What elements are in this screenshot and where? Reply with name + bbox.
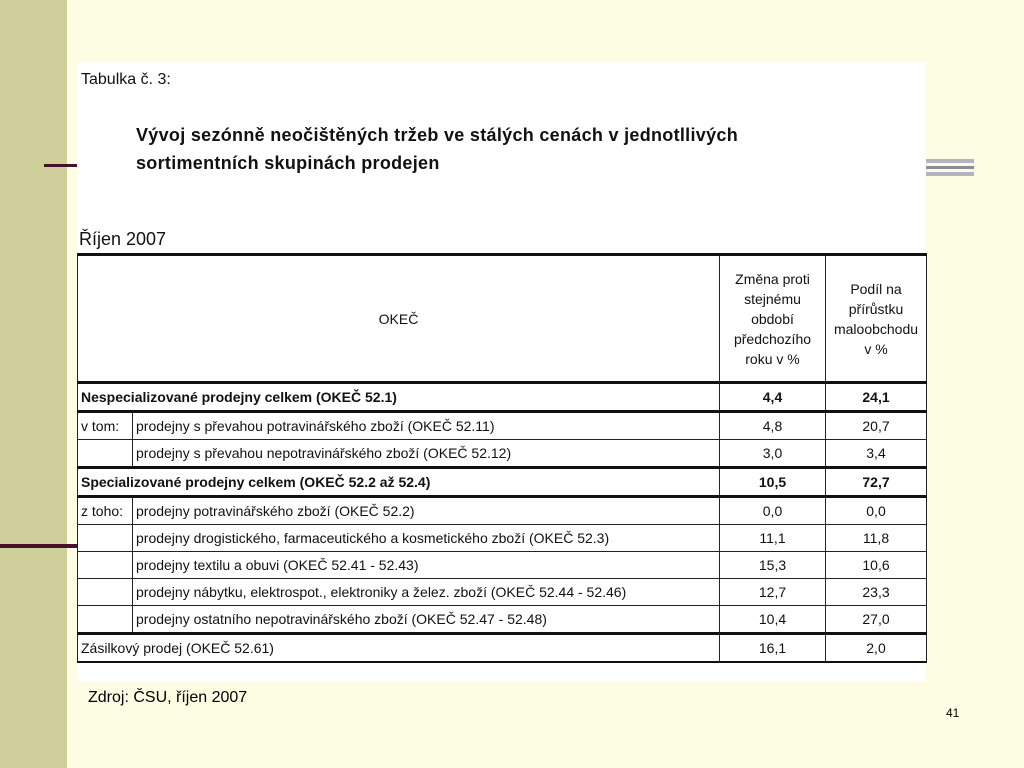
sales-table (77, 253, 927, 663)
row-change: 3,0 (720, 440, 826, 468)
table-title: Vývoj sezónně neočištěných tržeb ve stálých cenách v jednotllivých sortimentních skupinách prodejen (136, 125, 739, 173)
row-label: prodejny ostatního nepotravinářského zboží (OKEČ 52.47 - 52.48) (133, 606, 720, 634)
row-label: prodejny potravinářského zboží (OKEČ 52.2) (133, 497, 720, 525)
row-change: 12,7 (720, 579, 826, 606)
table-row (78, 552, 927, 579)
table-row (78, 383, 927, 412)
table-row (78, 468, 927, 497)
row-prefix (78, 579, 133, 606)
row-label: Zásilkový prodej (OKEČ 52.61) (78, 634, 720, 663)
row-label: prodejny drogistického, farmaceutického a kosmetického zboží (OKEČ 52.3) (133, 525, 720, 552)
row-prefix: v tom: (78, 412, 133, 440)
header-share: Podíl na přírůstku maloobchodu v % (826, 255, 927, 383)
row-prefix (78, 525, 133, 552)
row-prefix: z toho: (78, 497, 133, 525)
table-row (78, 412, 927, 440)
table-row (78, 634, 927, 663)
row-label: Nespecializované prodejny celkem (OKEČ 52.1) (78, 383, 720, 412)
row-share: 11,8 (826, 525, 927, 552)
table-row (78, 606, 927, 634)
table-row (78, 440, 927, 468)
row-change: 4,4 (720, 383, 826, 412)
row-share: 2,0 (826, 634, 927, 663)
page-number: 41 (946, 706, 960, 720)
table-image (77, 62, 926, 682)
row-label: prodejny nábytku, elektrospot., elektroniky a želez. zboží (OKEČ 52.44 - 52.46) (133, 579, 720, 606)
row-label: Specializované prodejny celkem (OKEČ 52.2 až 52.4) (78, 468, 720, 497)
row-share: 3,4 (826, 440, 927, 468)
row-share: 23,3 (826, 579, 927, 606)
row-prefix (78, 440, 133, 468)
row-share: 10,6 (826, 552, 927, 579)
table-row (78, 579, 927, 606)
table-period: Říjen 2007 (79, 229, 167, 249)
row-share: 0,0 (826, 497, 927, 525)
row-change: 16,1 (720, 634, 826, 663)
row-prefix (78, 606, 133, 634)
row-change: 4,8 (720, 412, 826, 440)
left-accent-line (0, 544, 80, 548)
row-change: 10,4 (720, 606, 826, 634)
row-share: 27,0 (826, 606, 927, 634)
row-share: 20,7 (826, 412, 927, 440)
row-prefix (78, 552, 133, 579)
header-okec: OKEČ (78, 255, 720, 383)
table-header-row (78, 255, 927, 383)
right-decor-bars (924, 159, 974, 179)
table-row (78, 497, 927, 525)
row-label: prodejny textilu a obuvi (OKEČ 52.41 - 52.43) (133, 552, 720, 579)
row-change: 15,3 (720, 552, 826, 579)
header-change: Změna proti stejnému období předchozího roku v % (720, 255, 826, 383)
row-share: 72,7 (826, 468, 927, 497)
row-change: 10,5 (720, 468, 826, 497)
table-row (78, 525, 927, 552)
row-label: prodejny s převahou nepotravinářského zboží (OKEČ 52.12) (133, 440, 720, 468)
row-change: 11,1 (720, 525, 826, 552)
source-note: Zdroj: ČSU, říjen 2007 (88, 689, 248, 706)
table-caption: Tabulka č. 3: (81, 71, 171, 88)
left-decor-bar (0, 0, 67, 768)
row-share: 24,1 (826, 383, 927, 412)
row-label: prodejny s převahou potravinářského zboží (OKEČ 52.11) (133, 412, 720, 440)
row-change: 0,0 (720, 497, 826, 525)
